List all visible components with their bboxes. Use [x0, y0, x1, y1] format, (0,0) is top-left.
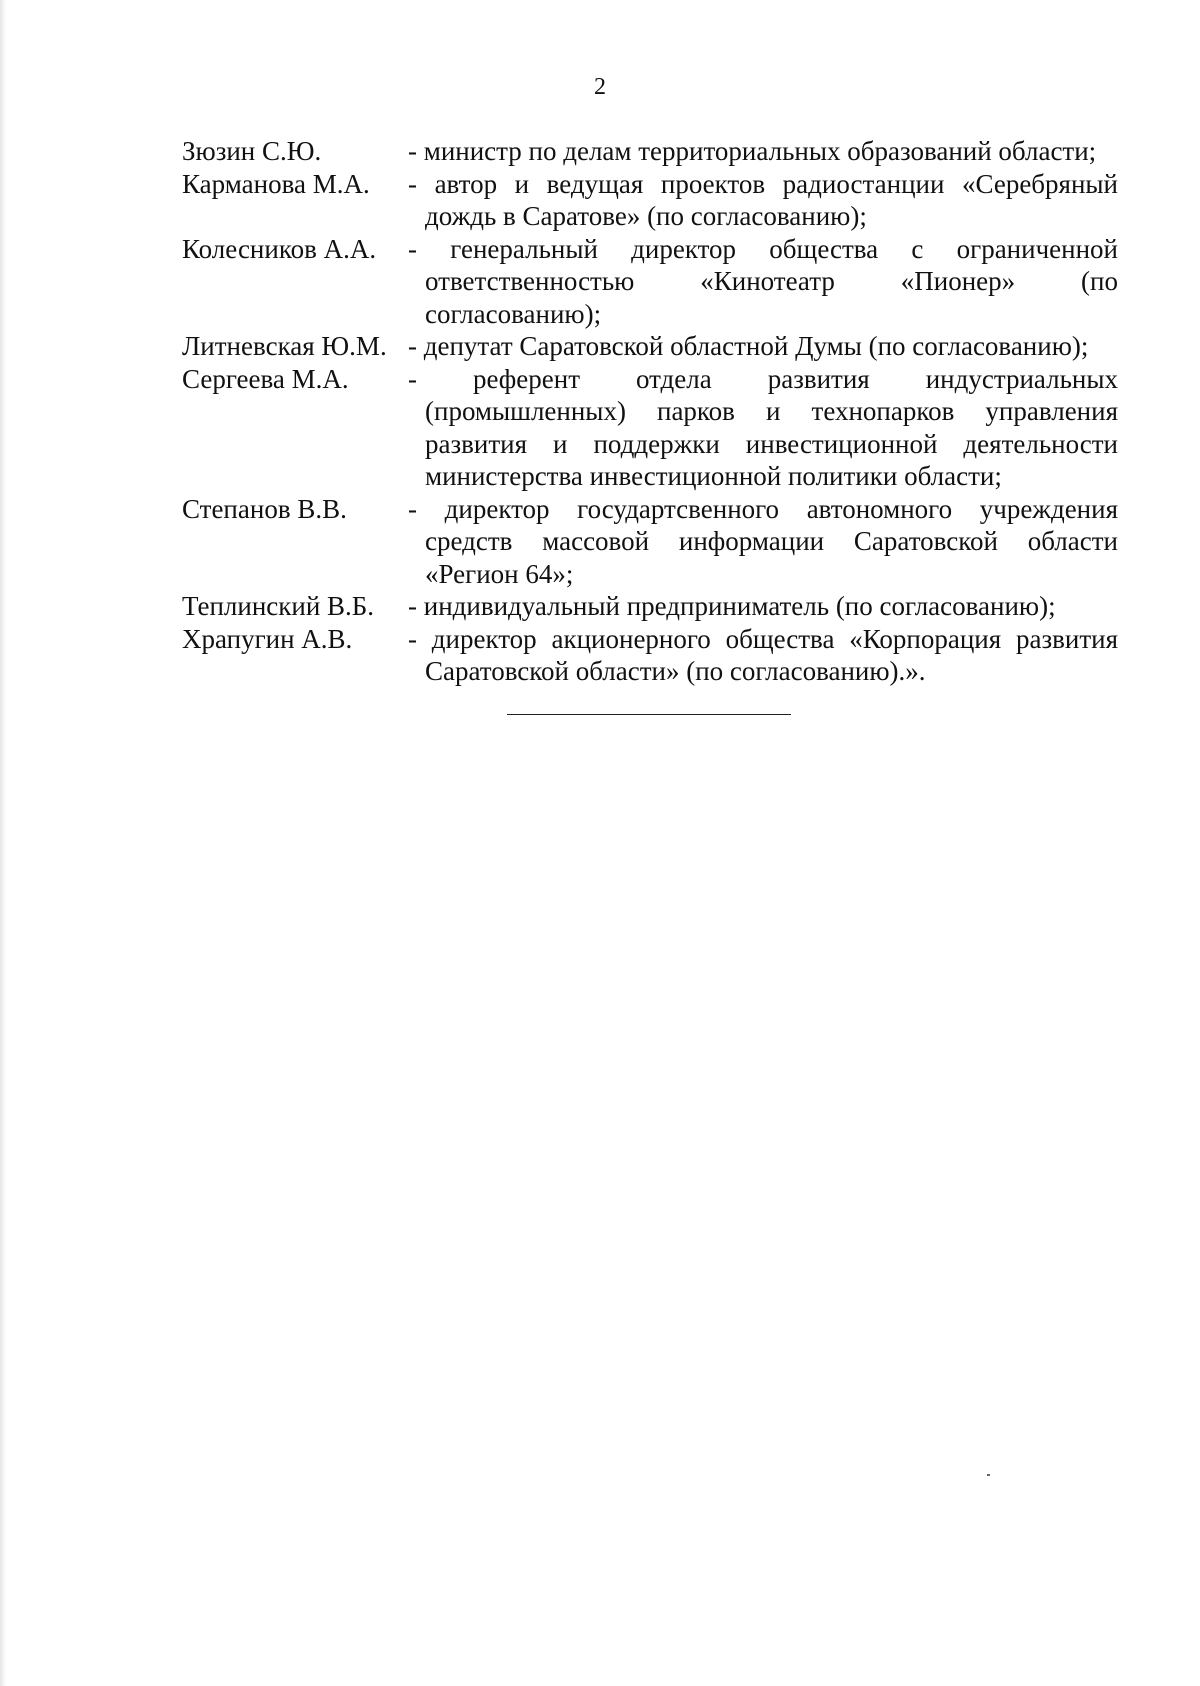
member-name: Теплинский В.Б. — [182, 591, 375, 621]
scan-edge-shadow — [0, 0, 6, 1686]
roster-entry — [182, 168, 1118, 233]
roster-entry — [182, 363, 1118, 493]
member-roster — [182, 135, 1118, 688]
member-role: - депутат Саратовской областной Думы (по согласованию); — [408, 331, 1089, 361]
member-name: Литневская Ю.М. — [182, 331, 387, 361]
member-role: - референт отдела развития индустриальных (промышленных) парков и технопарков управления развития и поддержки инвестиционной деятельности министерства инвестиционной политики области; — [408, 363, 1118, 491]
member-name: Храпугин А.В. — [182, 623, 353, 654]
member-name: Степанов В.В. — [182, 493, 347, 524]
roster-entry — [182, 330, 1118, 363]
scan-speck — [987, 1474, 990, 1476]
page-number: 2 — [594, 74, 606, 100]
roster-entry — [182, 493, 1118, 591]
roster-entry — [182, 590, 1118, 623]
member-name: Сергеева М.А. — [182, 363, 349, 394]
member-role: - директор государтсвенного автономного учреждения средств массовой информации Саратовской области «Регион 64»; — [408, 493, 1118, 589]
member-name: Колесников А.А. — [182, 233, 377, 264]
member-role: - генеральный директор общества с ограниченной ответственностью «Кинотеатр «Пионер» (по согласованию); — [408, 233, 1118, 329]
member-role: - индивидуальный предприниматель (по согласованию); — [408, 591, 1056, 621]
member-name: Карманова М.А. — [182, 168, 370, 199]
member-name: Зюзин С.Ю. — [182, 136, 322, 166]
member-role: - автор и ведущая проектов радиостанции «Серебряный дождь в Саратове» (по согласованию); — [408, 168, 1118, 231]
roster-entry — [182, 233, 1118, 331]
roster-entry — [182, 623, 1118, 688]
member-role: - директор акционерного общества «Корпорация развития Саратовской области» (по согласованию).». — [408, 623, 1118, 686]
member-role: - министр по делам территориальных образований области; — [408, 136, 1097, 166]
roster-entry — [182, 135, 1118, 168]
closing-divider-line — [507, 714, 791, 715]
